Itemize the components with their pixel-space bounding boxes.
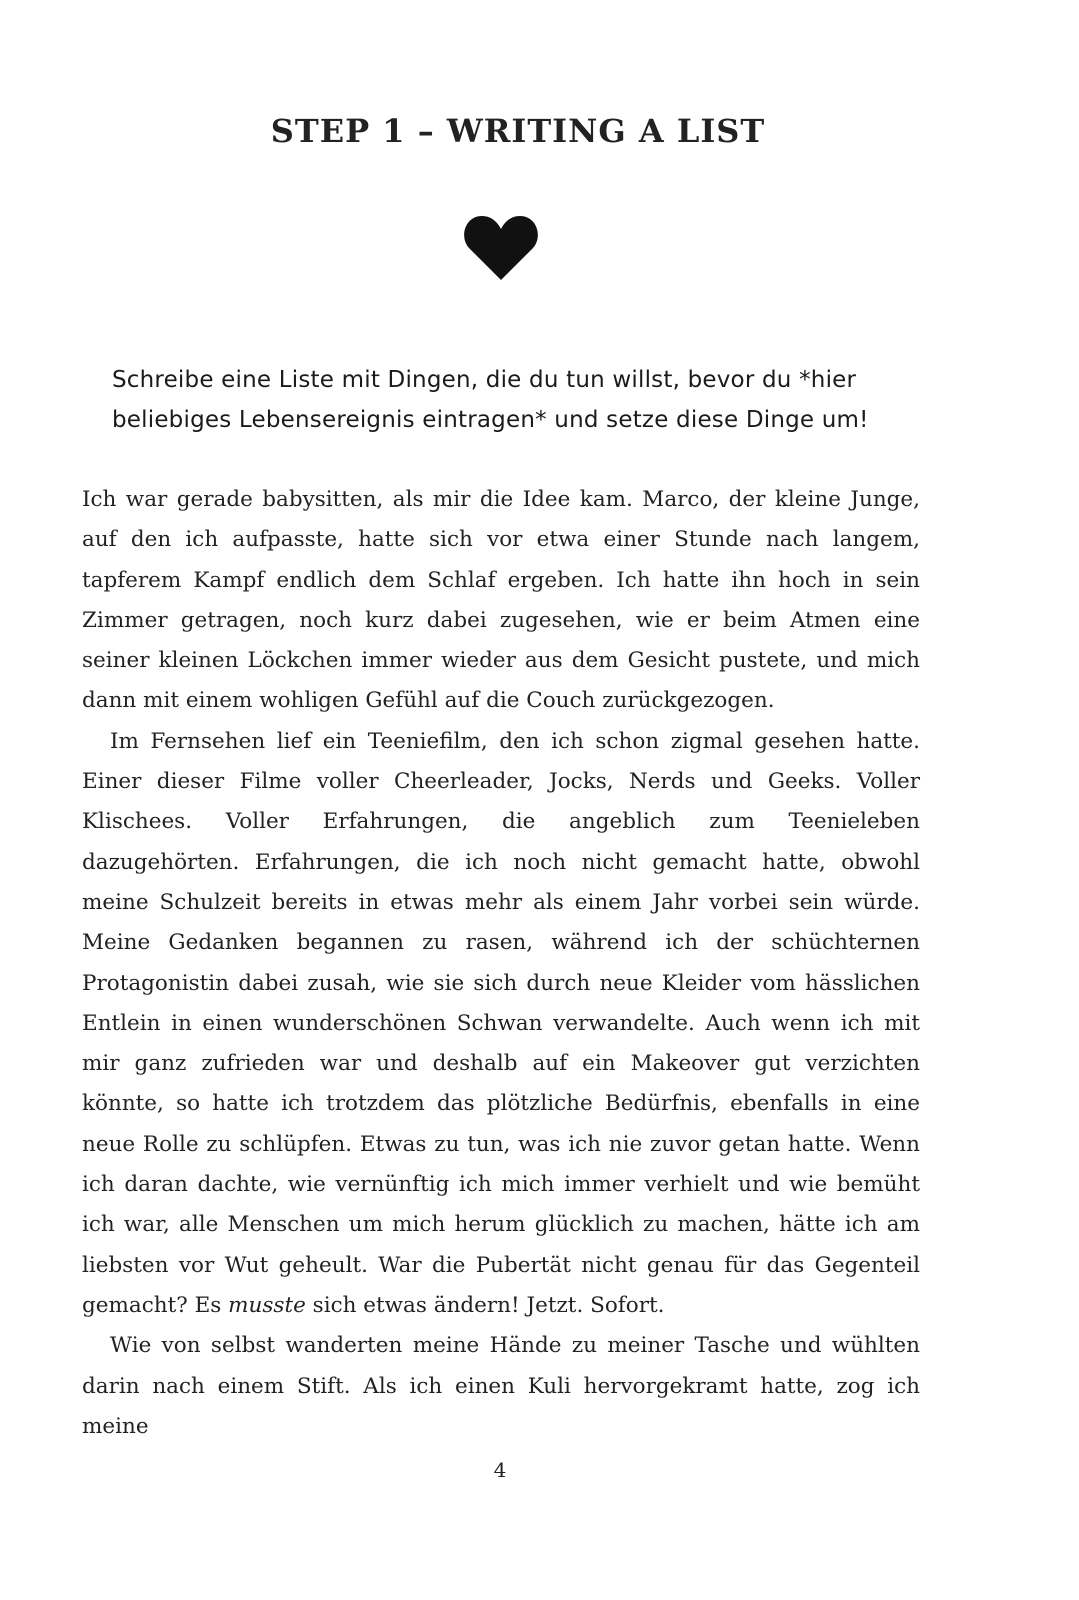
page-number: 4 [493, 1458, 507, 1482]
chapter-title: STEP 1 – WRITING A LIST [270, 112, 766, 150]
paragraph-1: Ich war gerade babysitten, als mir die Idee kam. Marco, der kleine Junge, auf den ich aufpasste, hatte sich vor etwa einer Stunde nach langem, tapferem Kampf endlich dem Schlaf ergeben. Ich hatte ihn hoch in sein Zimmer getragen, noch kurz dabei zugesehen, wie er beim Atmen eine seiner kleinen Löckchen immer wieder aus dem Gesicht pustete, und mich dann mit einem wohligen Gefühl auf die Couch zurückgezogen. [82, 487, 920, 714]
chapter-quote: Schreibe eine Liste mit Dingen, die du tun willst, bevor du *hier beliebiges Lebensereignis eintragen* und setze diese Dinge um! [112, 367, 869, 433]
body-text [82, 480, 920, 1447]
paragraph-2-part-1: Im Fernsehen lief ein Teeniefilm, den ich schon zigmal gesehen hatte. Einer dieser Filme voller Cheerleader, Jocks, Nerds und Geeks. Voller Klischees. Voller Erfahrungen, die angeblich zum Teenieleben dazugehörten. Erfahrungen, die ich noch nicht gemacht hatte, obwohl meine Schulzeit bereits in etwas mehr als einem Jahr vorbei sein würde. Meine Gedanken begannen zu rasen, während ich der schüchternen Protagonistin dabei zusah, wie sie sich durch neue Kleider vom hässlichen Entlein in einen wunderschönen Schwan verwandelte. Auch wenn ich mit mir ganz zufrieden war und deshalb auf ein Makeover gut verzichten könnte, so hatte ich trotzdem das plötzliche Bedürfnis, ebenfalls in eine neue Rolle zu schlüpfen. Etwas zu tun, was ich nie zuvor getan hatte. Wenn ich daran dachte, wie vernünftig ich mich immer verhielt und wie bemüht ich war, alle Menschen um mich herum glücklich zu machen, hätte ich am liebsten vor Wut geheult. War die Pubertät nicht genau für das Gegenteil gemacht? Es [82, 728, 920, 1318]
paragraph-2 [82, 722, 920, 1326]
heart-icon [463, 212, 539, 282]
paragraph-3: Wie von selbst wanderten meine Hände zu meiner Tasche und wühlten darin nach einem Stift. Als ich einen Kuli hervorgekramt hatte, zog ich meine [82, 1333, 920, 1439]
paragraph-2-emphasis: musste [228, 1292, 306, 1318]
paragraph-2-part-2: sich etwas ändern! Jetzt. Sofort. [305, 1292, 665, 1318]
